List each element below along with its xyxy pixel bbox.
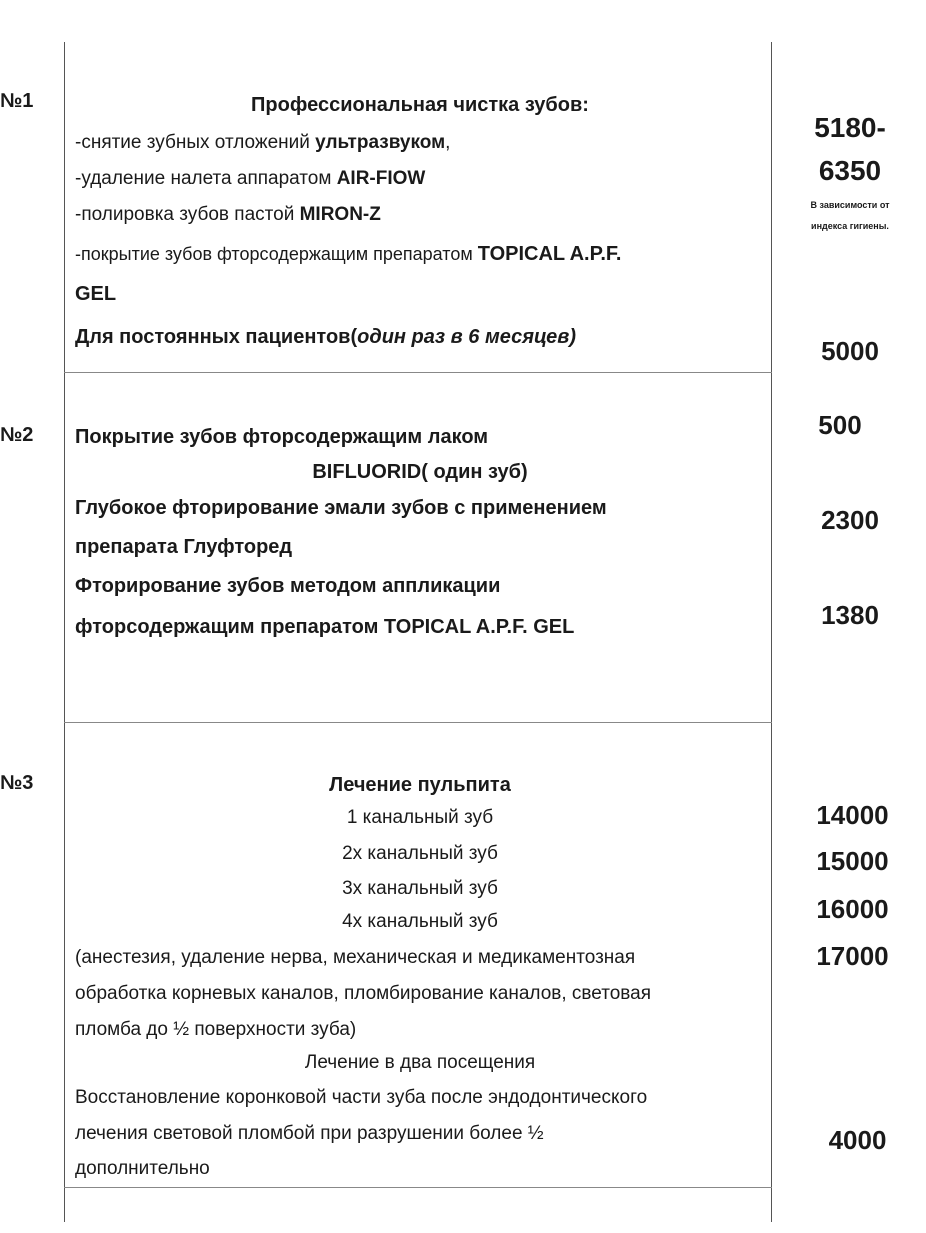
service-line-highlight: AIR-FIOW bbox=[336, 168, 426, 189]
section-number: №2 bbox=[0, 424, 34, 446]
price-regular: 5000 bbox=[821, 336, 879, 366]
regular-patients-line bbox=[75, 325, 576, 349]
visits-note: Лечение в два посещения bbox=[304, 1052, 536, 1073]
section-number: №3 bbox=[0, 772, 34, 794]
restoration-price: 4000 bbox=[828, 1125, 887, 1155]
section-number: №1 bbox=[0, 90, 34, 112]
service-line-text: -снятие зубных отложений bbox=[75, 132, 316, 153]
service-line-continued: GEL bbox=[75, 283, 117, 305]
description-line: пломба до ½ поверхности зуба) bbox=[75, 1019, 357, 1040]
variant-label: 4х канальный зуб bbox=[342, 911, 498, 932]
description-line: (анестезия, удаление нерва, механическая и медикаментозная bbox=[75, 947, 636, 968]
service-line bbox=[75, 204, 381, 227]
service-item: Фторирование зубов методом аппликации bbox=[75, 575, 501, 597]
regular-patients-text: Для постоянных пациентов( bbox=[75, 326, 358, 348]
price-note: индекса гигиены. bbox=[811, 221, 889, 231]
service-line bbox=[75, 132, 450, 155]
left-column-divider bbox=[64, 42, 65, 1222]
regular-patients-frequency: один раз в 6 месяцев) bbox=[357, 326, 577, 348]
service-item-continued: BIFLUORID( один зуб) bbox=[312, 461, 528, 483]
service-line-text: -полировка зубов пастой bbox=[75, 204, 300, 225]
service-item: Глубокое фторирование эмали зубов с применением bbox=[75, 497, 607, 519]
restoration-line: Восстановление коронковой части зуба после эндодонтического bbox=[75, 1087, 648, 1108]
service-line-text: -покрытие зубов фторсодержащим препаратом bbox=[75, 244, 478, 264]
service-line-suffix: , bbox=[445, 132, 451, 153]
right-column-divider bbox=[771, 42, 772, 1222]
service-line-highlight: TOPICAL A.P.F. bbox=[477, 243, 622, 265]
variant-label: 3х канальный зуб bbox=[342, 878, 498, 899]
price: 2300 bbox=[821, 505, 879, 535]
price: 17000 bbox=[816, 941, 889, 971]
section-title: Профессиональная чистка зубов: bbox=[251, 94, 589, 116]
price: 500 bbox=[818, 410, 862, 440]
section-title: Лечение пульпита bbox=[329, 774, 511, 796]
service-line-text: -удаление налета аппаратом bbox=[75, 168, 337, 189]
price-range-end: 6350 bbox=[818, 155, 882, 186]
variant-label: 2х канальный зуб bbox=[342, 843, 498, 864]
price-range-start: 5180- bbox=[814, 112, 886, 143]
service-line bbox=[75, 168, 425, 191]
row-divider bbox=[64, 1187, 772, 1188]
service-line-highlight: MIRON-Z bbox=[299, 204, 381, 225]
service-item: Покрытие зубов фторсодержащим лаком bbox=[75, 426, 489, 448]
price: 16000 bbox=[816, 894, 889, 924]
service-item-continued: препарата Глуфторед bbox=[75, 536, 293, 558]
service-line-highlight: ультразвуком bbox=[315, 132, 446, 153]
price: 14000 bbox=[816, 800, 889, 830]
service-line bbox=[75, 242, 621, 267]
service-item-continued: фторсодержащим препаратом TOPICAL A.P.F. GEL bbox=[75, 616, 575, 638]
restoration-line: лечения световой пломбой при разрушении более ½ bbox=[75, 1123, 544, 1144]
price: 1380 bbox=[821, 600, 879, 630]
price-note: В зависимости от bbox=[810, 200, 890, 210]
variant-label: 1 канальный зуб bbox=[346, 807, 494, 828]
row-divider bbox=[64, 372, 772, 373]
restoration-line: дополнительно bbox=[75, 1158, 210, 1179]
row-divider bbox=[64, 722, 772, 723]
price: 15000 bbox=[816, 846, 889, 876]
description-line: обработка корневых каналов, пломбирование каналов, световая bbox=[75, 983, 652, 1004]
